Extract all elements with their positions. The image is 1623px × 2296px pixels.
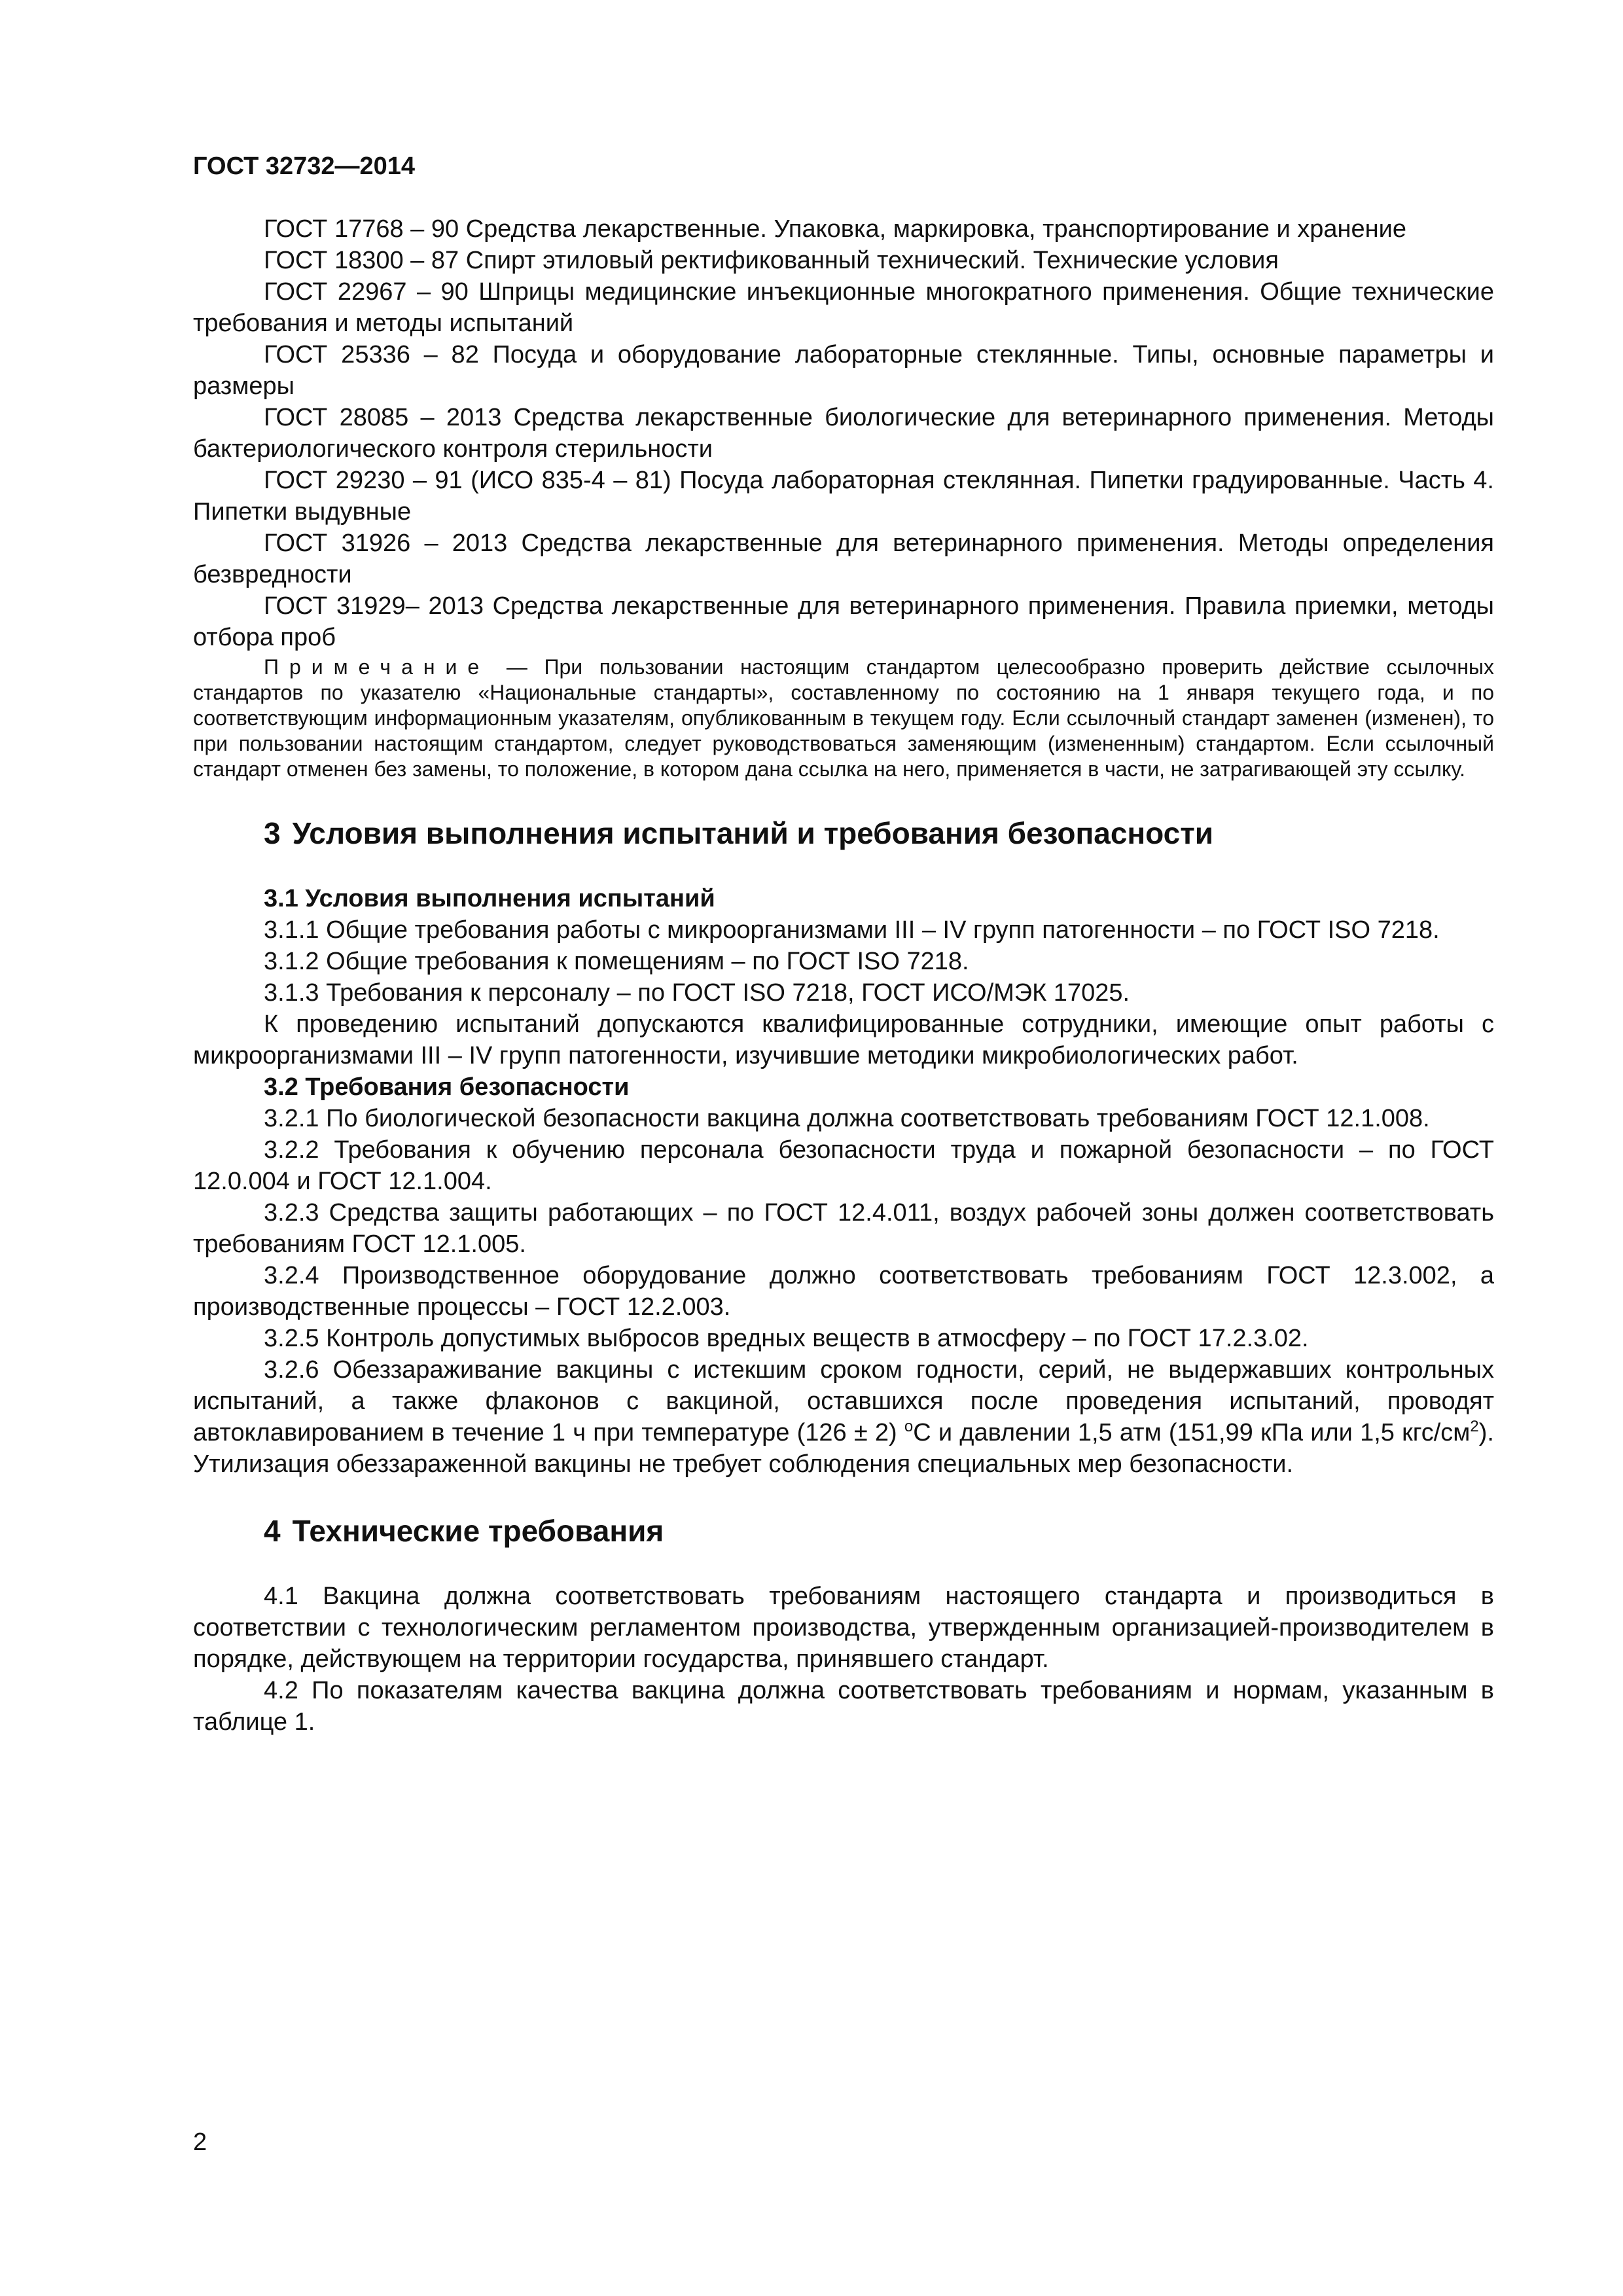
document-page: [193, 151, 1494, 1738]
degree-sign: о: [904, 1418, 914, 1435]
paragraph: 4.1 Вакцина должна соответствовать требованиям настоящего стандарта и производиться в соответствии с технологическим регламентом производства, утвержденным организацией-производителем в порядке, действующем на территории государства, принявшего стандарт.: [193, 1583, 1494, 1673]
reference-item: ГОСТ 31926 – 2013 Средства лекарственные для ветеринарного применения. Методы определения безвредности: [193, 529, 1494, 588]
reference-item: ГОСТ 25336 – 82 Посуда и оборудование лабораторные стеклянные. Типы, основные параметры и размеры: [193, 341, 1494, 400]
note: [193, 655, 1494, 782]
section-3-heading: [264, 815, 1494, 852]
text-part: С и давлении 1,5 атм (151,99 кПа или 1,5 кгс/см: [913, 1419, 1471, 1446]
section-number: 4: [264, 1514, 281, 1548]
text-part: ). Утилизация обеззараженной вакцины не требует соблюдения специальных мер безопасности.: [193, 1419, 1494, 1478]
reference-item: ГОСТ 28085 – 2013 Средства лекарственные биологические для ветеринарного применения. Методы бактериологического контроля стерильности: [193, 404, 1494, 463]
section-4-heading: [264, 1513, 1494, 1549]
reference-item: ГОСТ 31929– 2013 Средства лекарственные для ветеринарного применения. Правила приемки, методы отбора проб: [193, 592, 1494, 651]
text-part: 3.2.6 Обеззараживание вакцины с истекшим сроком годности, серий, не выдержавших контрольных испытаний, а также флаконов с вакциной, оставшихся после проведения испытаний, проводят автоклавированием в течение 1 ч при температуре (126 ± 2): [193, 1356, 1494, 1446]
section-title: Технические требования: [292, 1514, 664, 1548]
paragraph: 3.1.3 Требования к персоналу – по ГОСТ ISO 7218, ГОСТ ИСО/МЭК 17025.: [264, 979, 1130, 1007]
paragraph: 4.2 По показателям качества вакцина должна соответствовать требованиям и нормам, указанным в таблице 1.: [193, 1677, 1494, 1736]
page-number: 2: [193, 2128, 207, 2156]
paragraph: 3.2.1 По биологической безопасности вакцина должна соответствовать требованиям ГОСТ 12.1.008.: [264, 1105, 1430, 1132]
paragraph: К проведению испытаний допускаются квалифицированные сотрудники, имеющие опыт работы с микроорганизмами III – IV групп патогенности, изучившие методики микробиологических работ.: [193, 1011, 1494, 1069]
paragraph: 3.2.3 Средства защиты работающих – по ГОСТ 12.4.011, воздух рабочей зоны должен соответствовать требованиям ГОСТ 12.1.005.: [193, 1199, 1494, 1258]
paragraph: 3.1.1 Общие требования работы с микроорганизмами III – IV групп патогенности – по ГОСТ ISO 7218.: [264, 916, 1440, 944]
section-number: 3: [264, 816, 281, 850]
section-title: Условия выполнения испытаний и требования безопасности: [292, 816, 1214, 850]
paragraph: 3.1.2 Общие требования к помещениям – по ГОСТ ISO 7218.: [264, 948, 969, 975]
note-label: Примечание: [264, 655, 490, 679]
paragraph: 3.2.4 Производственное оборудование должно соответствовать требованиям ГОСТ 12.3.002, а производственные процессы – ГОСТ 12.2.003.: [193, 1262, 1494, 1321]
exponent: 2: [1470, 1418, 1479, 1435]
subsection-3-1-heading: 3.1 Условия выполнения испытаний: [264, 885, 715, 912]
note-text: — При пользовании настоящим стандартом целесообразно проверить действие ссылочных стандартов по указателю «Национальные стандарты», составленному по состоянию на 1 января текущего года, и по соответствующим информационным указателям, опубликованным в текущем году. Если ссылочный стандарт заменен (изменен), то при пользовании настоящим стандартом, следует руководствоваться заменяющим (измененным) стандартом. Если ссылочный стандарт отменен без замены, то положение, в котором дана ссылка на него, применяется в части, не затрагивающей эту ссылку.: [193, 655, 1495, 781]
subsection-3-2-heading: 3.2 Требования безопасности: [264, 1073, 630, 1101]
reference-item: ГОСТ 29230 – 91 (ИСО 835-4 – 81) Посуда лабораторная стеклянная. Пипетки градуированные. Часть 4. Пипетки выдувные: [193, 467, 1494, 526]
reference-item: ГОСТ 17768 – 90 Средства лекарственные. Упаковка, маркировка, транспортирование и хранение: [264, 215, 1406, 243]
references-list: [193, 213, 1494, 653]
paragraph: 3.2.2 Требования к обучению персонала безопасности труда и пожарной безопасности – по ГОСТ 12.0.004 и ГОСТ 12.1.004.: [193, 1136, 1494, 1195]
paragraph: 3.2.5 Контроль допустимых выбросов вредных веществ в атмосферу – по ГОСТ 17.2.3.02.: [264, 1325, 1309, 1352]
document-id: ГОСТ 32732—2014: [193, 152, 416, 180]
reference-item: ГОСТ 18300 – 87 Спирт этиловый ректификованный технический. Технические условия: [264, 247, 1279, 274]
paragraph-3-2-6: [193, 1354, 1494, 1480]
reference-item: ГОСТ 22967 – 90 Шприцы медицинские инъекционные многократного применения. Общие технические требования и методы испытаний: [193, 278, 1494, 337]
